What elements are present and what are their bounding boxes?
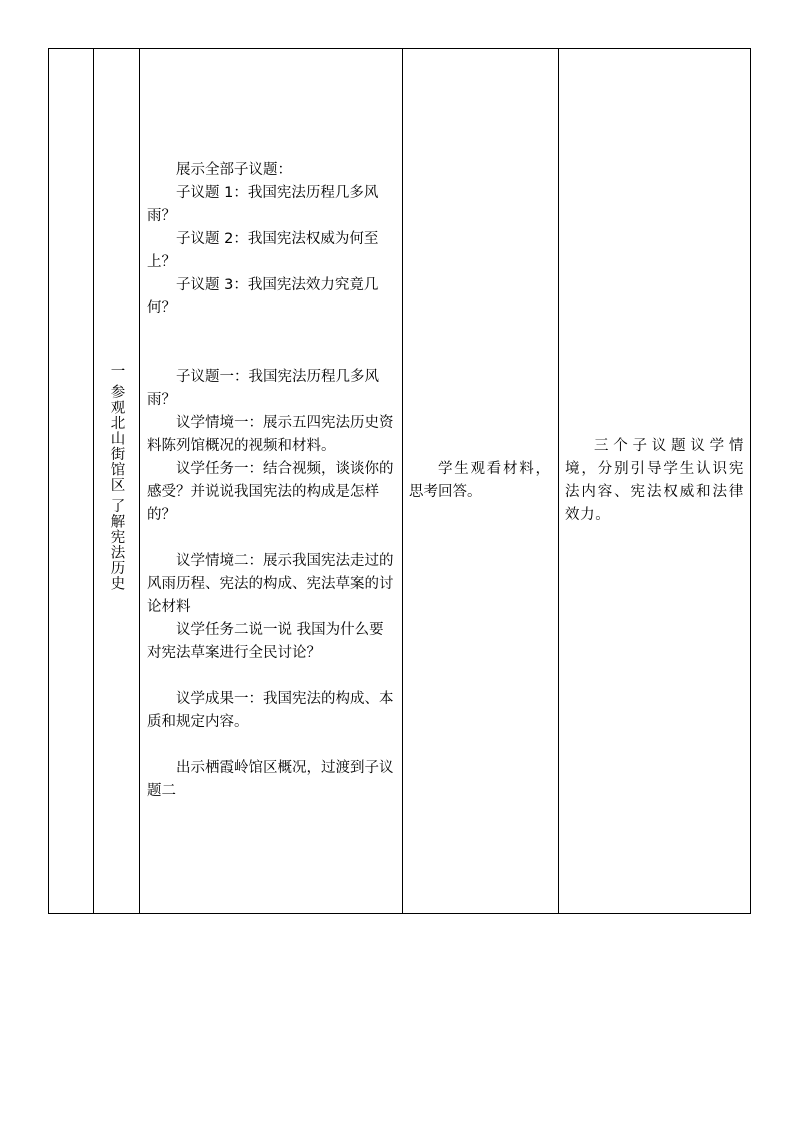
content-paragraph: 议学成果一：我国宪法的构成、本质和规定内容。: [147, 691, 394, 730]
student-activity-cell: [403, 49, 559, 914]
section-title-cell: [94, 49, 140, 914]
student-activity-text: 学生观看材料，思考回答。: [409, 461, 550, 500]
spacer: [147, 734, 397, 757]
content-paragraph: 子议题 1：我国宪法历程几多风雨？: [147, 185, 379, 224]
content-paragraph: 子议题 2：我国宪法权威为何至上？: [147, 231, 379, 270]
empty-cell: [49, 49, 94, 914]
teaching-content-cell: [140, 49, 403, 914]
table-row: [49, 49, 751, 914]
content-paragraph: 展示全部子议题：: [176, 162, 292, 178]
design-intent-cell: [559, 49, 751, 914]
content-paragraph: 议学情境一：展示五四宪法历史资料陈列馆概况的视频和材料。: [147, 415, 394, 454]
section-title: 一 参观北山街馆区 了解宪法历史: [108, 362, 125, 592]
content-paragraph: 子议题 3：我国宪法效力究竟几何？: [147, 277, 379, 316]
content-paragraph: 议学任务二说一说 我国为什么要对宪法草案进行全民讨论？: [147, 622, 384, 661]
spacer: [147, 665, 397, 688]
content-paragraph: 出示栖霞岭馆区概况，过渡到子议题二: [147, 760, 394, 799]
content-paragraph: 议学任务一：结合视频，谈谈你的感受？并说说我国宪法的构成是怎样的？: [147, 461, 394, 523]
lesson-plan-table: [48, 48, 751, 914]
content-paragraph: 议学情境二：展示我国宪法走过的风雨历程、宪法的构成、宪法草案的讨论材料: [147, 553, 394, 615]
content-paragraph: 子议题一：我国宪法历程几多风雨？: [147, 369, 379, 408]
spacer: [147, 320, 397, 366]
spacer: [147, 527, 397, 550]
design-intent-text: 三个子议题议学情境，分别引导学生认识宪法内容、宪法权威和法律效力。: [565, 438, 744, 523]
